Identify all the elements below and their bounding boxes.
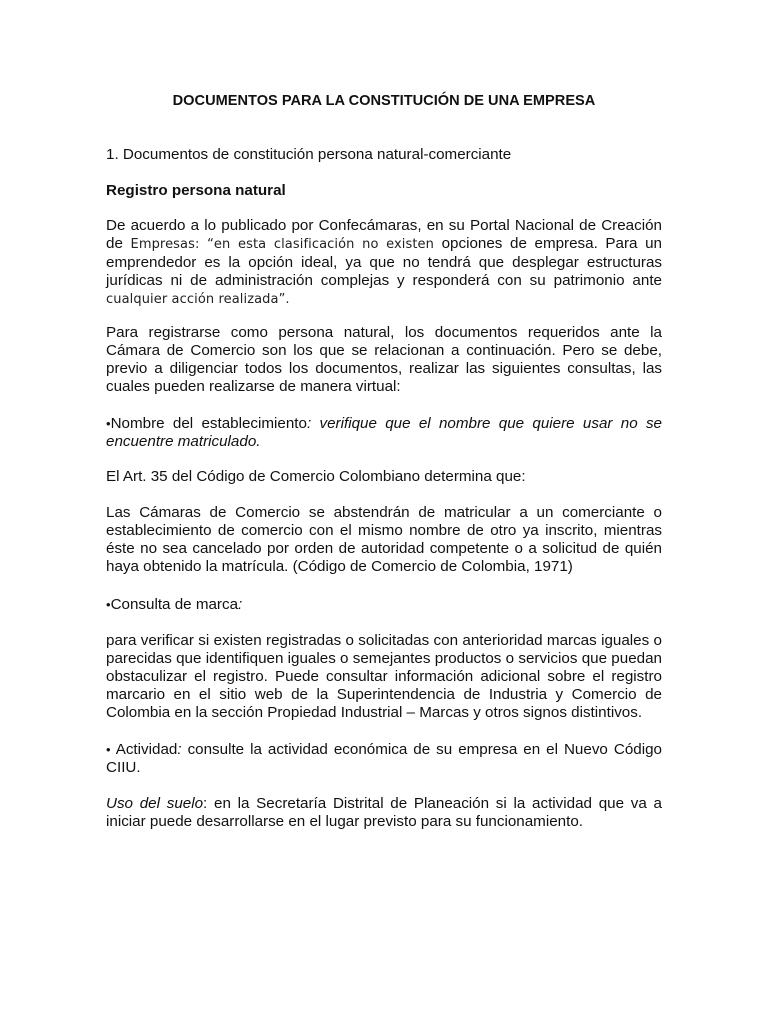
- bullet-nombre-label: Nombre del establecimiento: [110, 415, 307, 432]
- bullet-marca-label: Consulta de marca: [110, 596, 239, 613]
- bullet-actividad-label: Actividad: [110, 741, 178, 758]
- confecamaras-text-2: opciones de empresa. Para un emprendedor es la opción ideal, ya que no tendrá que desplegar estructuras jurídicas ni de administración complejas y responderá con su patrimonio ante: [106, 235, 662, 289]
- confecamaras-quote-b: cualquier acción realizada”.: [106, 292, 290, 307]
- section-1-heading: 1. Documentos de constitución persona natural-comerciante: [106, 146, 512, 163]
- document-title: DOCUMENTOS PARA LA CONSTITUCIÓN DE UNA EMPRESA: [172, 93, 596, 109]
- bullet-marca: [106, 596, 662, 614]
- paragraph-verificar: para verificar si existen registradas o solicitadas con anterioridad marcas iguales o parecidas que identifiquen iguales o semejantes productos o servicios que puedan obstaculizar el registro. Puede consultar información adicional sobre el registro marcario en el sitio web de la Superintendencia de Industria y Comercio de Colombia en la sección Propiedad Industrial – Marcas y otros signos distintivos.: [106, 632, 662, 721]
- paragraph-art35: El Art. 35 del Código de Comercio Colombiano determina que:: [106, 468, 526, 485]
- bullet-icon: •: [106, 416, 111, 431]
- paragraph-confecamaras: [106, 217, 662, 309]
- bullet-icon: •: [106, 597, 111, 612]
- paragraph-registro: Para registrarse como persona natural, los documentos requeridos ante la Cámara de Comercio son los que se relacionan a continuación. Pero se debe, previo a diligenciar todos los documentos, realizar las siguientes consultas, las cuales pueden realizarse de manera virtual:: [106, 324, 662, 395]
- paragraph-uso-suelo: [106, 795, 662, 831]
- uso-suelo-label: Uso del suelo: [106, 795, 204, 812]
- bullet-actividad-colon: :: [177, 741, 182, 758]
- paragraph-camaras: Las Cámaras de Comercio se abstendrán de matricular a un comerciante o establecimiento de comercio con el mismo nombre de otro ya inscrito, mientras éste no sea cancelado por orden de autoridad competente o a solicitud de quién haya obtenido la matrícula. (Código de Comercio de Colombia, 1971): [106, 504, 662, 575]
- bullet-marca-colon: :: [238, 596, 243, 613]
- confecamaras-quote-a: Empresas: “en esta clasificación no existen: [130, 237, 434, 252]
- uso-suelo-text: : en la Secretaría Distrital de Planeación si la actividad que va a iniciar puede desarrollarse en el lugar previsto para su funcionamiento.: [106, 795, 662, 830]
- bullet-nombre-text: : verifique que el nombre que quiere usar no se encuentre matriculado.: [106, 415, 663, 450]
- bullet-actividad-text: consulte la actividad económica de su empresa en el Nuevo Código CIIU.: [106, 741, 662, 776]
- bullet-actividad: [106, 741, 662, 777]
- confecamaras-text-1: De acuerdo a lo publicado por Confecámaras, en su Portal Nacional de Creación de: [106, 217, 662, 252]
- bullet-icon: •: [106, 742, 111, 757]
- bullet-nombre: [106, 415, 662, 451]
- registro-heading: Registro persona natural: [106, 182, 286, 199]
